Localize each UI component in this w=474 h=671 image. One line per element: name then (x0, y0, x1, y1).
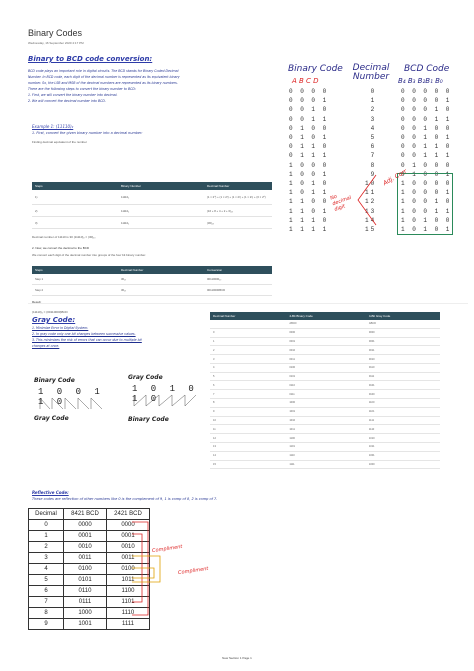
table-row (210, 337, 440, 346)
table-header: 4-Bit Binary Code (286, 312, 366, 320)
bcd-highlight-box (397, 173, 453, 235)
table-row (32, 274, 272, 285)
table-cell: 0010 (107, 542, 150, 553)
illus-label-top: Gray Code (128, 374, 163, 381)
table-cell: 0110 (286, 381, 366, 390)
table-cell: 0101 (366, 381, 440, 390)
chart-cell: 0 0 0 0 (289, 88, 329, 96)
table-subheader (210, 320, 286, 328)
table-cell: 1110 (286, 451, 366, 460)
chart-cell: 1 1 0 0 (289, 198, 329, 206)
table-row (210, 451, 440, 460)
chart-cell: 4 (370, 124, 377, 132)
page-date: Wednesday, 16 September 2020 4:17 PM (28, 41, 84, 45)
chart-cell: 7 (370, 152, 377, 160)
para-line: 1. First, we will convert the binary number into decimal. (28, 93, 118, 97)
table-row (210, 399, 440, 408)
chart-cell: 0 0 1 0 0 (401, 124, 452, 132)
chart-cell: 1 0 0 0 0 (401, 179, 452, 187)
table-header: 8421 BCD (64, 509, 107, 520)
table-cell: 0001 (107, 531, 150, 542)
table-cell: 15 (210, 460, 286, 469)
chart-cell: 10 (365, 179, 377, 187)
table-cell: 1101 (107, 597, 150, 608)
reflective-heading: Reflective Code: (32, 490, 69, 495)
table-cell: 0101 (64, 575, 107, 586)
list-item: 1. Minimize Error in Digital System. (32, 326, 89, 330)
table-cell: 1) (32, 190, 118, 205)
table-cell: 6 (29, 586, 64, 597)
illus-bits: 1 0 0 1 1 0 (38, 387, 104, 407)
table-cell: 0 (29, 520, 64, 531)
table-cell: 3 (29, 553, 64, 564)
table-cell: 1001 (64, 619, 107, 630)
table-cell: 9 (29, 619, 64, 630)
table-row (210, 407, 440, 416)
chart-cell: 1 0 1 0 (289, 179, 329, 187)
table-cell: 3) (32, 217, 118, 229)
table-cell: 30₁₀ (118, 274, 204, 285)
illus-bits: 1 0 1 0 1 0 (132, 384, 198, 404)
table-cell: 1101 (286, 442, 366, 451)
illus-label-top: Binary Code (34, 377, 75, 384)
step1-text: 1. First, convert the given binary number into a decimal number: (32, 131, 143, 135)
gray-points (32, 325, 202, 349)
section-heading-bcd: Binary to BCD code conversion: (28, 55, 153, 63)
table-row (210, 390, 440, 399)
table-header: Decimal (29, 509, 64, 520)
table-cell: 5 (29, 575, 64, 586)
table-header: Steps (32, 182, 118, 190)
table-cell: 00110000₁₀ (204, 274, 272, 285)
table-row (210, 434, 440, 443)
table-cell: 7 (29, 597, 64, 608)
table-cell: 8 (210, 399, 286, 408)
compliment-note-2: Compliment (177, 565, 209, 577)
reflective-desc: These codes are reflection of other numbers like 0 is the complement of 9, 1 is comp of 8, 2 is comp of 7. (32, 497, 218, 501)
table-cell: 0100 (107, 564, 150, 575)
step1-sub: Finding decimal equivalent of the number (32, 140, 87, 144)
table-cell: 0100 (286, 363, 366, 372)
table-header: Steps (32, 266, 118, 274)
table-cell: 8 (29, 608, 64, 619)
chart-cell: 15 (365, 225, 377, 233)
decimal-number-heading: Decimal Number (352, 63, 390, 82)
table-header: 4-Bit Gray Code (366, 312, 440, 320)
gray-to-binary-illustration (126, 372, 211, 432)
table-cell: 11 (210, 425, 286, 434)
chart-cell: 0 0 1 1 1 (401, 152, 452, 160)
table-row (210, 363, 440, 372)
table-cell: 1011 (107, 575, 150, 586)
table-row (32, 190, 272, 205)
table-header: Conversion (204, 266, 272, 274)
bcd-subhead: B₄ B₃ B₂B₁ B₀ (398, 77, 443, 85)
table-header: 2421 BCD (107, 509, 150, 520)
chart-cell: 2 (370, 106, 377, 114)
result-value: (11110)₂ = (00110000)BCD (32, 310, 68, 314)
table-cell: 1010 (366, 434, 440, 443)
table-cell: 0001 (64, 531, 107, 542)
table-cell: 0 (210, 328, 286, 337)
compliment-note-1: Compliment (151, 543, 183, 555)
bcd-code-heading: BCD Code (404, 64, 450, 74)
table-cell: 1011 (366, 442, 440, 451)
chart-cell: 9 (370, 170, 377, 178)
table-cell: 1001 (366, 451, 440, 460)
table-cell: 0000 (286, 328, 366, 337)
chart-cell: 0 (370, 88, 377, 96)
table-row (210, 346, 440, 355)
table-cell: 0011 (286, 355, 366, 364)
list-item: 3. This minimizes the risk of errors that can occur due to multiple bit (32, 338, 142, 342)
step2-sub: We convert each digit of the decimal number into groups of the four bit binary number. (32, 253, 147, 257)
conversion-table (32, 266, 272, 296)
chart-cell: 0 0 0 0 1 (401, 97, 452, 105)
gray-code-table (210, 312, 440, 469)
chart-cell: 1 0 0 1 (289, 170, 329, 178)
table-cell: 1111 (107, 619, 150, 630)
gray-heading: Gray Code: (32, 316, 76, 324)
table-cell: (16 + 8 + 4 + 2 + 0)₁₀ (204, 205, 272, 217)
chart-cell: 0 0 1 1 (289, 115, 329, 123)
binary-to-gray-illustration (32, 375, 117, 435)
table-cell: 0100 (64, 564, 107, 575)
table-cell: 1110 (107, 608, 150, 619)
chart-cell: 6 (370, 143, 377, 151)
chart-cell: 0 0 0 1 0 (401, 106, 452, 114)
chart-cell: 0 1 0 0 1 (401, 170, 452, 178)
chart-cell: 1 0 0 1 1 (401, 207, 452, 215)
adj-annotation: Adj. Corr (382, 167, 409, 188)
chart-cell: 1 1 1 0 (289, 216, 329, 224)
chart-cell: 11 (365, 189, 377, 197)
table-cell: 0100 (366, 390, 440, 399)
table-cell: 9 (210, 407, 286, 416)
chart-cell: 1 0 0 1 0 (401, 198, 452, 206)
annotation-bracket (346, 170, 386, 230)
chart-cell: 3 (370, 115, 377, 123)
table-cell: 6 (210, 381, 286, 390)
para-line: number. So, the LSB and MSB of the decimal numbers are represented as its binary numbers. (28, 81, 178, 85)
table-cell: 0110 (64, 586, 107, 597)
table-cell: 1 (29, 531, 64, 542)
table-cell: 00110000BCD (204, 285, 272, 296)
step2-text: 2. Now, we convert the decimal to the BCD (32, 246, 90, 250)
table-header: Decimal Number (118, 266, 204, 274)
list-item: changes at once. (32, 344, 60, 348)
table-cell: Step 1 (32, 274, 118, 285)
table-cell: Step 2 (32, 285, 118, 296)
table-cell: 1001 (286, 407, 366, 416)
table-cell: 12 (210, 434, 286, 443)
table-cell: 2 (210, 346, 286, 355)
chart-cell: 0 0 0 1 (289, 97, 329, 105)
table-cell: 2 (29, 542, 64, 553)
chart-cell: 0 0 0 1 1 (401, 115, 452, 123)
chart-cell: 1 0 1 1 (289, 189, 329, 197)
para-line: There are the following steps to convert the binary number to BCD: (28, 87, 136, 91)
table-row (210, 355, 440, 364)
illus-label-bottom: Gray Code (34, 415, 69, 422)
table-cell: 1010 (286, 416, 366, 425)
table-cell: 11110₂ (118, 205, 204, 217)
table-cell: 1111 (366, 416, 440, 425)
table-cell: 0000 (107, 520, 150, 531)
para-line: BCD code plays an important role in digital circuits. The BCD stands for Binary Coded Decimal (28, 69, 179, 73)
chart-cell: 0 1 0 1 (289, 134, 329, 142)
table-row (210, 372, 440, 381)
chart-cell: 0 1 0 0 (289, 124, 329, 132)
table-row (210, 416, 440, 425)
chart-cell: 0 0 1 1 0 (401, 143, 452, 151)
table-cell: 11110₂ (118, 217, 204, 229)
bcd-paragraph (28, 68, 268, 104)
table-cell: 0010 (286, 346, 366, 355)
chart-cell: 1 0 0 0 (289, 161, 329, 169)
table-cell: 3 (210, 355, 286, 364)
table-header: Decimal Number (210, 312, 286, 320)
table-cell: 0010 (366, 355, 440, 364)
table-row (210, 328, 440, 337)
table-cell: 1100 (286, 434, 366, 443)
table-cell: 0000 (366, 328, 440, 337)
decimal-table (32, 182, 272, 229)
table-subheader: ABCD (366, 320, 440, 328)
table-cell: 0010 (64, 542, 107, 553)
chart-cell: 13 (365, 207, 377, 215)
table-row (210, 425, 440, 434)
chart-cell: 0 1 0 0 0 (401, 161, 452, 169)
table-row (32, 285, 272, 296)
table-cell: 0110 (366, 363, 440, 372)
para-line: 2. We will convert the decimal number into BCD. (28, 99, 106, 103)
table-row (32, 217, 272, 229)
table-cell: 0111 (64, 597, 107, 608)
table-row (210, 381, 440, 390)
chart-cell: 1 0 1 0 1 (401, 225, 452, 233)
table-cell: 1000 (366, 460, 440, 469)
table-cell: 4 (210, 363, 286, 372)
result-label: Result: (32, 300, 42, 304)
chart-cell: 12 (365, 198, 377, 206)
chart-cell: 1 0 0 0 1 (401, 189, 452, 197)
binary-column (288, 87, 329, 234)
page-title: Binary Codes (28, 28, 83, 38)
table-cell: 1100 (107, 586, 150, 597)
table-cell: 7 (210, 390, 286, 399)
chart-cell: 0 0 0 0 0 (401, 88, 452, 96)
binary-code-heading: Binary Code (288, 64, 343, 74)
page-footer: New Section 1 Page 1 (222, 656, 252, 660)
table-row (29, 619, 150, 630)
table-cell: 0011 (366, 346, 440, 355)
table-cell: (1 × 2⁴) + (1 × 2³) + (1 × 2²) + (1 × 2¹) + (0 × 2⁰) (204, 190, 272, 205)
table-cell: 0001 (366, 337, 440, 346)
table-cell: 1011 (286, 425, 366, 434)
chart-cell: 1 1 0 1 (289, 207, 329, 215)
para-line: Number. In BCD code, each digit of the decimal number is represented as its equivalent binary (28, 75, 180, 79)
table-row (32, 205, 272, 217)
table-cell: 1111 (286, 460, 366, 469)
chart-cell: 1 (370, 97, 377, 105)
chart-cell: 8 (370, 161, 377, 169)
chart-cell: 0 0 1 0 (289, 106, 329, 114)
table-cell: (30)₁₀ (204, 217, 272, 229)
note1: Decimal number of 11110 is 30 (11110)₂ = (30)₁₀ (32, 235, 96, 239)
table-cell: 2) (32, 205, 118, 217)
example-label: Example 1: (11110)₂ (32, 124, 74, 129)
table-cell: 4 (29, 564, 64, 575)
table-subheader: ABCD (286, 320, 366, 328)
table-cell: 0101 (286, 372, 366, 381)
chart-cell: 5 (370, 134, 377, 142)
table-cell: 0011 (107, 553, 150, 564)
table-header: Decimal Number (204, 182, 272, 190)
chart-cell: 1 1 1 1 (289, 225, 329, 233)
table-cell: 0001 (286, 337, 366, 346)
table-cell: 11110₂ (118, 190, 204, 205)
table-cell: 5 (210, 372, 286, 381)
table-cell: 10 (210, 416, 286, 425)
abcd-subhead: A B C D (292, 77, 319, 85)
chart-cell: 1 0 1 0 0 (401, 216, 452, 224)
table-cell: 1000 (286, 399, 366, 408)
no-decimal-annotation: No decimal digit (329, 193, 353, 213)
xor-arrows (130, 394, 210, 408)
chart-cell: 0 1 1 0 (289, 143, 329, 151)
table-cell: 1 (210, 337, 286, 346)
table-cell: 1000 (64, 608, 107, 619)
table-cell: 14 (210, 451, 286, 460)
xor-arrows (36, 397, 116, 411)
chart-cell: 14 (365, 216, 377, 224)
table-cell: 1101 (366, 407, 440, 416)
list-item: 2. In gray code only one bit changes between successive values. (32, 332, 136, 336)
table-cell: 13 (210, 442, 286, 451)
table-cell: 1110 (366, 425, 440, 434)
table-row (210, 442, 440, 451)
chart-cell: 0 0 1 0 1 (401, 134, 452, 142)
table-header: Binary Number (118, 182, 204, 190)
divider (28, 303, 468, 306)
table-row (210, 460, 440, 469)
table-cell: 0111 (366, 372, 440, 381)
illus-label-bottom: Binary Code (128, 416, 169, 423)
bcd-chart (286, 62, 456, 244)
table-cell: 30₁₀ (118, 285, 204, 296)
table-cell: 0000 (64, 520, 107, 531)
table-cell: 0111 (286, 390, 366, 399)
chart-cell: 0 1 1 1 (289, 152, 329, 160)
table-cell: 1100 (366, 399, 440, 408)
table-cell: 0011 (64, 553, 107, 564)
